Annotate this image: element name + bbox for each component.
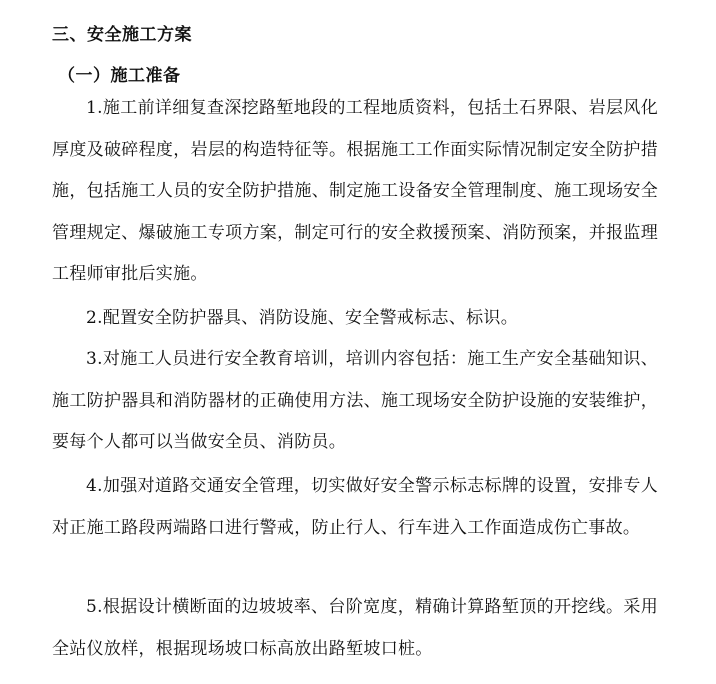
subsection-title: （一）施工准备 [58, 66, 181, 86]
paragraph-2: 2.配置安全防护器具、消防设施、安全警戒标志、标识。 [86, 308, 519, 328]
paragraph-1: 1.施工前详细复查深挖路堑地段的工程地质资料，包括土石界限、岩层风化厚度及破碎程度，岩层的构造特征等。根据施工工作面实际情况制定安全防护措施，包括施工人员的安全防护措施、制定施工设备安全管理制度、施工现场安全管理规定、爆破施工专项方案，制定可行的安全救援预案、消防预案，并报监理工程师审批后实施。 [52, 98, 658, 284]
section-title: 三、安全施工方案 [52, 25, 192, 45]
paragraph-5: 5.根据设计横断面的边坡坡率、台阶宽度，精确计算路堑顶的开挖线。采用全站仪放样，根据现场坡口标高放出路堑坡口桩。 [52, 597, 658, 659]
paragraph-3: 3.对施工人员进行安全教育培训，培训内容包括：施工生产安全基础知识、施工防护器具和消防器材的正确使用方法、施工现场安全防护设施的安装维护，要每个人都可以当做安全员、消防员。 [52, 349, 658, 452]
paragraph-4: 4.加强对道路交通安全管理，切实做好安全警示标志标牌的设置，安排专人对正施工路段两端路口进行警戒，防止行人、行车进入工作面造成伤亡事故。 [52, 476, 658, 538]
